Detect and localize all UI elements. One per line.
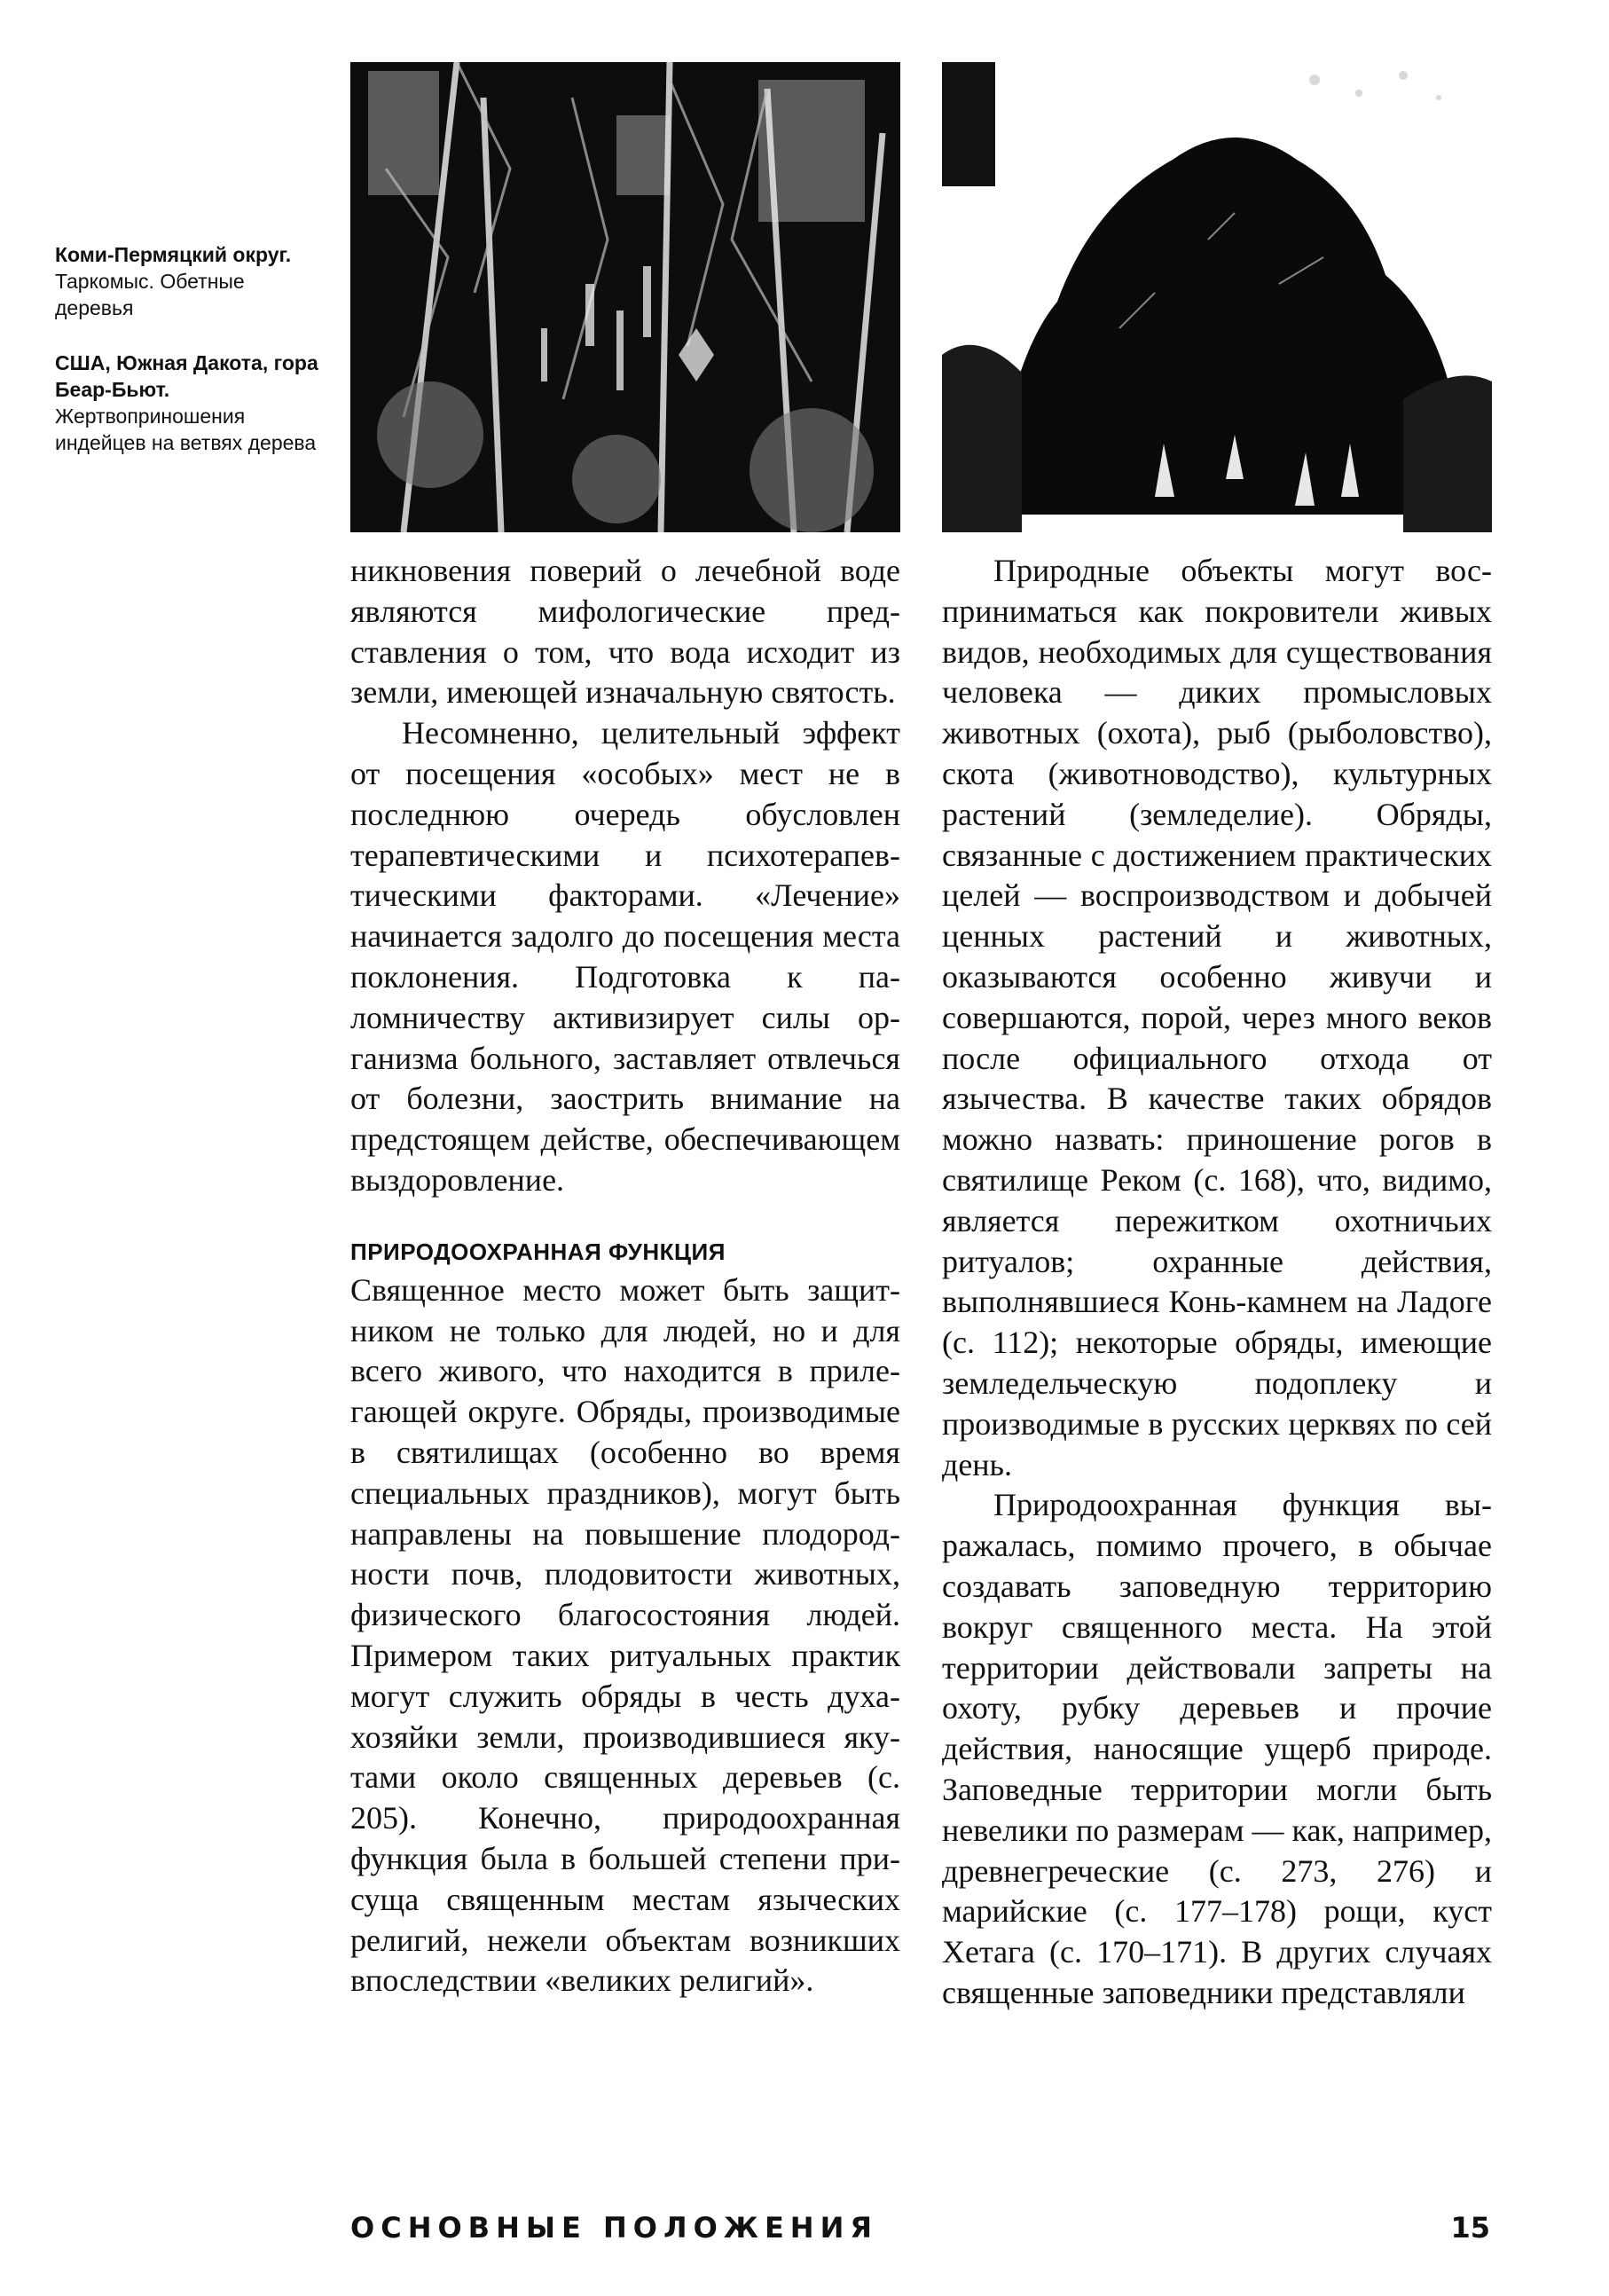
caption-left-photo: [55, 241, 321, 321]
page-number: 15: [1450, 2211, 1490, 2245]
running-footer-title: ОСНОВНЫЕ ПОЛОЖЕНИЯ: [350, 2211, 878, 2245]
caption-right-photo: [55, 350, 321, 456]
tree-photo-drawing: [942, 62, 1492, 532]
paragraph: никновения поверий о лечебной воде являются мифологические представления о том, что вода исходит из земли, имеющей изначальную святость.: [350, 553, 900, 711]
caption-description: Таркомыс. Обетные деревья: [55, 270, 245, 319]
forest-votive-trees-photo: [350, 62, 900, 532]
caption-place: США, Южная Дакота, гора Беар-Бьют.: [55, 351, 318, 401]
left-text-column: [350, 551, 900, 2001]
caption-description: Жертвоприношения индейцев на ветвях дерева: [55, 405, 317, 454]
paragraph: Природоохранная функция выражалась, помимо прочего, в обычае создавать заповедную территорию вокруг священного места. На этой территории действовали запреты на охоту, рубку деревьев и прочие действия, наносящие ущерб природе. Заповедные территории могли быть невелики по размерам — как, например, древнегреческие (с. 273, 276) и марийские (с. 177–178) рощи, куст Хетага (с. 170–171). В других случаях священные заповедники представляли: [942, 1487, 1492, 2010]
forest-photo-drawing: [350, 62, 900, 532]
paragraph: Несомненно, целительный эффект от посещения «особых» мест не в последнюю очередь обусловлен терапевтическими и психотерапевтическими факторами. «Лечение» начинается задолго до посещения места поклонения. Подготовка к паломничеству активизирует силы организма больного, заставляет отвлечься от болезни, заострить внимание на предстоящем действе, обеспечивающем выздоровление.: [350, 715, 900, 1198]
paragraph: Природные объекты могут восприниматься как покровители живых видов, необходимых для существования человека — диких промысловых животных (охота), рыб (рыболовство), скота (животноводство), культурных растений (земледелие). Обряды, связанные с достижением практических целей — воспроизводством и добычей ценных растений и животных, оказываются особенно живучи и совершаются, порой, через много веков после официального отхода от язычества. В качестве таких обрядов можно назвать: приношение рогов в святилище Реком (с. 168), что, видимо, является пережитком охотничьих ритуалов; охранные действия, выполнявшиеся Конь-камнем на Ладоге (с. 112); некоторые обряды, имеющие земледельческую подоплеку и производимые в русских церквях по сей день.: [942, 553, 1492, 1482]
paragraph: Священное место может быть защитником не только для людей, но и для всего живого, что находится в прилегающей округе. Обряды, производимые в святилищах (особенно во время специальных праздников), могут быть направлены на повышение плодородности почв, плодовитости животных, физического благосостояния людей. Примером таких ритуальных практик могут служить обряды в честь духа-хозяйки земли, производившиеся якутами около священных деревьев (с. 205). Конечно, природоохранная функция была в большей степени присуща священным местам языческих религий, нежели объектам возникших впоследствии «великих религий».: [350, 1271, 900, 1999]
section-heading: ПРИРОДООХРАННАЯ ФУНКЦИЯ: [350, 1238, 726, 1265]
photo-captions: [55, 241, 321, 484]
right-text-column: [942, 551, 1492, 2014]
caption-place: Коми-Пермяцкий округ.: [55, 243, 292, 266]
bear-butte-tree-photo: [942, 62, 1492, 532]
